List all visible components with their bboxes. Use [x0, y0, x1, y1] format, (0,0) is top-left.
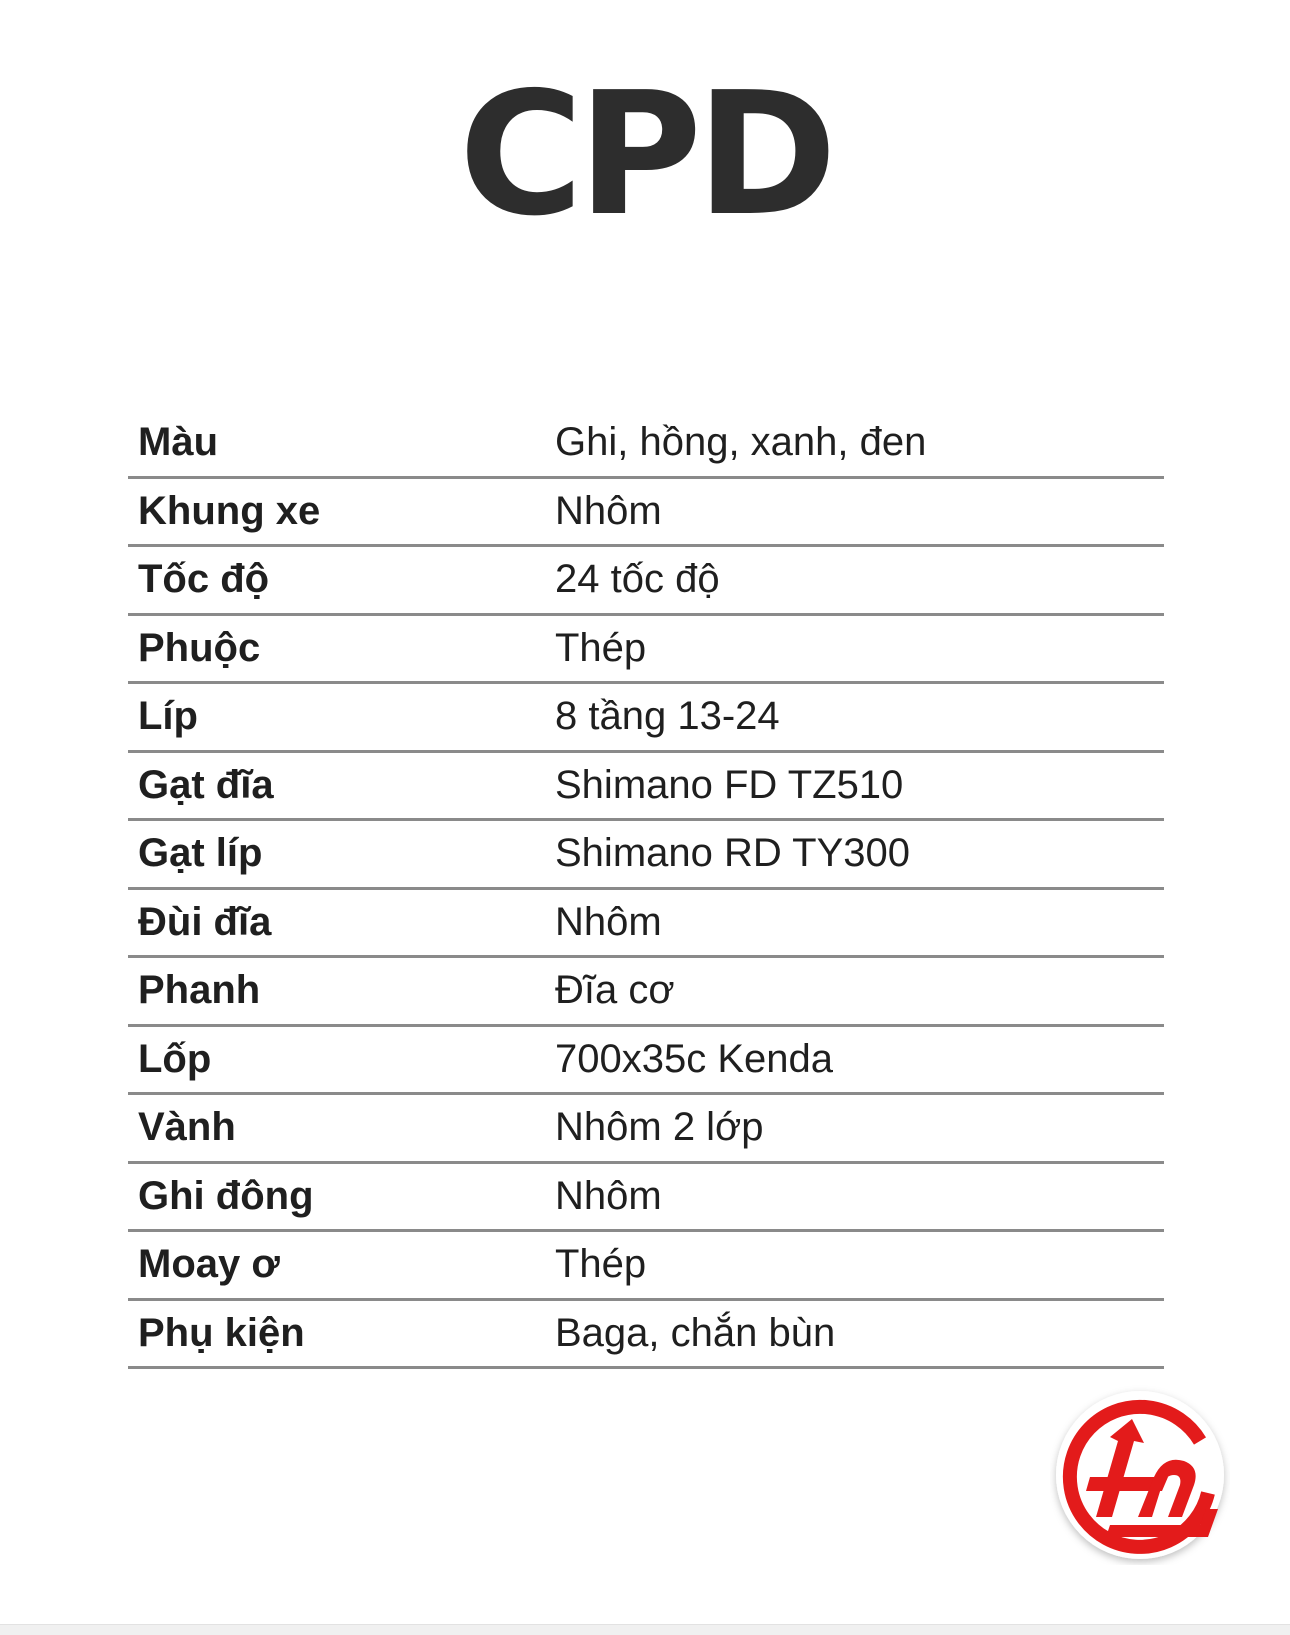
spec-row [128, 616, 1164, 685]
spec-value: Shimano FD TZ510 [555, 762, 904, 807]
spec-value: Thép [555, 1242, 647, 1287]
spec-row [128, 1095, 1164, 1164]
spec-label: Lốp [138, 1036, 212, 1081]
spec-value: Nhôm 2 lớp [555, 1105, 764, 1150]
spec-row [128, 684, 1164, 753]
spec-value: Nhôm [555, 488, 662, 533]
spec-label: Màu [138, 420, 218, 465]
spec-value: 8 tầng 13-24 [555, 694, 780, 739]
spec-label: Phụ kiện [138, 1310, 305, 1355]
spec-label: Líp [138, 694, 198, 739]
footer-divider [0, 1624, 1290, 1635]
spec-label: Đùi đĩa [138, 899, 272, 944]
spec-value: Ghi, hồng, xanh, đen [555, 420, 927, 465]
spec-label: Moay ơ [138, 1242, 280, 1287]
spec-value: 700x35c Kenda [555, 1036, 834, 1081]
spec-value: Nhôm [555, 899, 662, 944]
spec-value: Nhôm [555, 1173, 662, 1218]
spec-row [128, 1301, 1164, 1370]
spec-row [128, 958, 1164, 1027]
spec-label: Khung xe [138, 488, 321, 533]
spec-label: Gạt líp [138, 831, 263, 876]
spec-table [128, 410, 1164, 1369]
spec-row [128, 547, 1164, 616]
spec-value: Shimano RD TY300 [555, 831, 910, 876]
spec-label: Phanh [138, 968, 261, 1013]
spec-label: Ghi đông [138, 1173, 314, 1218]
spec-row [128, 479, 1164, 548]
spec-label: Tốc độ [138, 557, 270, 602]
spec-row [128, 890, 1164, 959]
spec-row [128, 1027, 1164, 1096]
page-title: CPD [458, 56, 832, 254]
spec-value: 24 tốc độ [555, 557, 720, 602]
spec-value: Thép [555, 625, 647, 670]
spec-row [128, 753, 1164, 822]
tn-brand-logo-icon [1050, 1385, 1230, 1565]
spec-row [128, 1164, 1164, 1233]
spec-row [128, 1232, 1164, 1301]
spec-label: Phuộc [138, 625, 261, 670]
spec-label: Gạt đĩa [138, 762, 274, 807]
spec-label: Vành [138, 1105, 236, 1150]
spec-row [128, 410, 1164, 479]
spec-row [128, 821, 1164, 890]
spec-value: Đĩa cơ [555, 968, 675, 1013]
spec-value: Baga, chắn bùn [555, 1310, 836, 1355]
